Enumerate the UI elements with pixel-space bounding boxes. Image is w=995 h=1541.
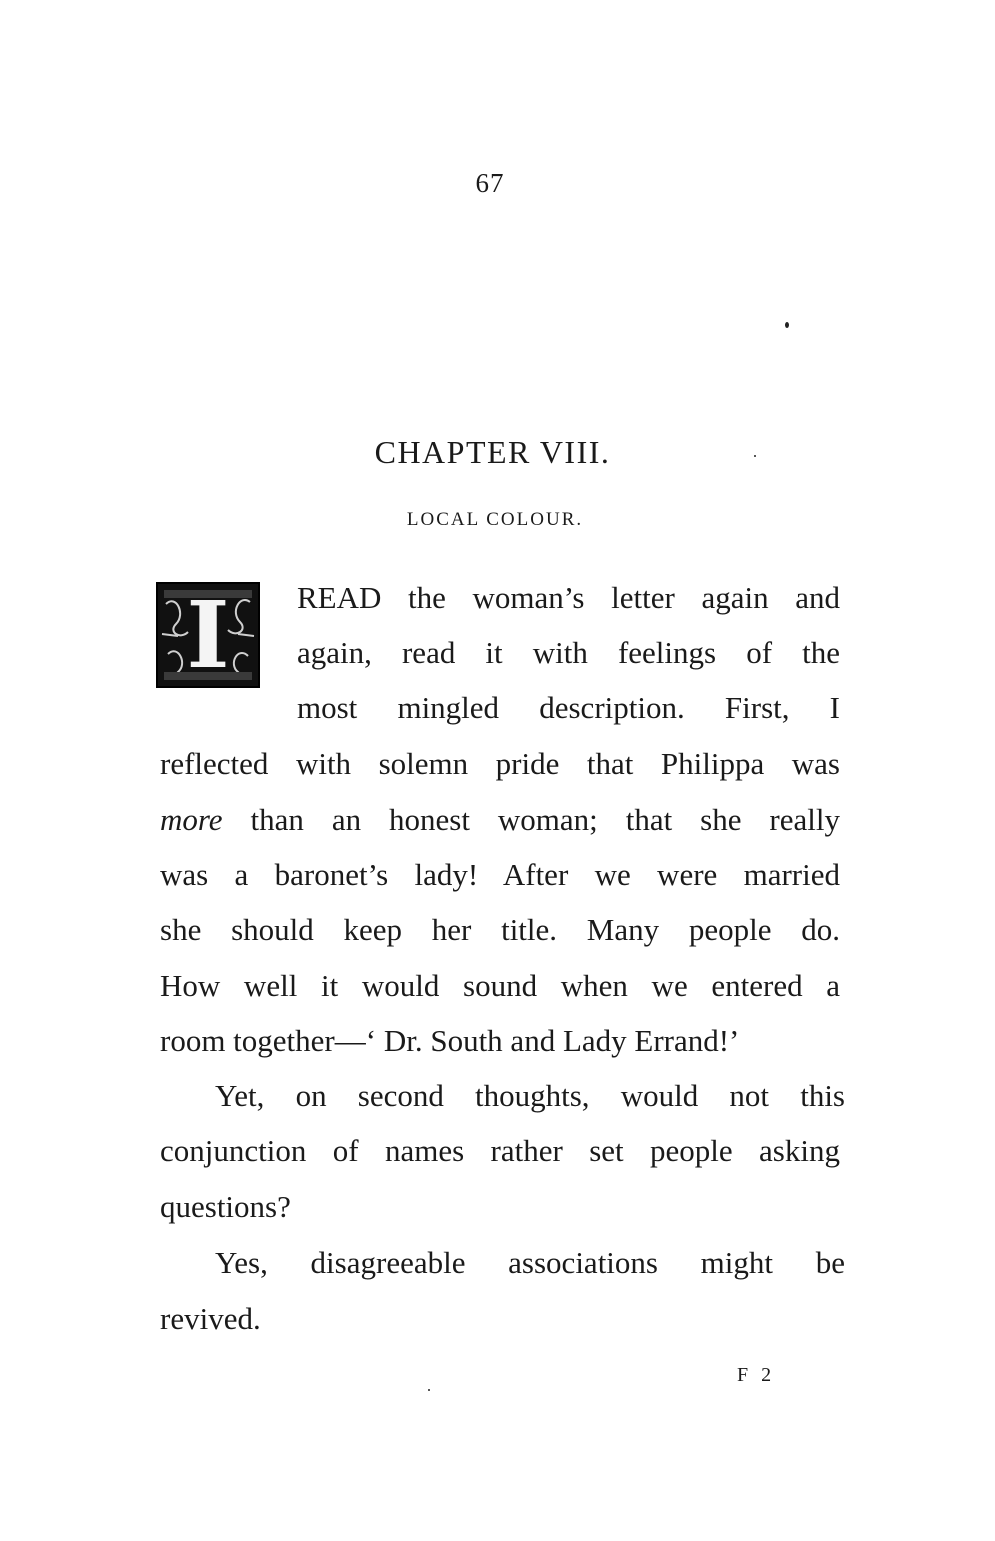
text-line: questions? (160, 1189, 291, 1224)
drop-cap-letter: I (186, 582, 230, 688)
text-line-rest: than an honest woman; that she really (250, 802, 840, 837)
ornamental-initial-icon (156, 582, 260, 688)
text-line (160, 802, 840, 838)
chapter-title: CHAPTER VIII. (374, 434, 611, 470)
text-line: again, read it with feelings of the (297, 635, 840, 670)
text-line: conjunction of names rather set people asking (160, 1133, 840, 1168)
text-line: READ the woman’s letter again and (297, 580, 840, 615)
text-line: revived. (160, 1301, 261, 1336)
text-line: Yes, disagreeable associations might be (215, 1245, 845, 1280)
italic-word: more (160, 802, 223, 837)
text-line: room together—‘ Dr. South and Lady Errand!’ (160, 1023, 740, 1058)
text-line: How well it would sound when we entered a (160, 968, 840, 1003)
text-line: Yet, on second thoughts, would not this (215, 1078, 845, 1113)
print-speck (785, 322, 789, 328)
text-line: was a baronet’s lady! After we were married (160, 857, 840, 892)
page-number: 67 (475, 168, 505, 198)
chapter-subtitle: LOCAL COLOUR. (406, 509, 584, 530)
text-line: most mingled description. First, I (297, 690, 840, 725)
print-speck (428, 1389, 430, 1391)
text-line: reflected with solemn pride that Philippa was (160, 746, 840, 781)
signature-mark: F 2 (737, 1364, 776, 1386)
text-line: she should keep her title. Many people do. (160, 912, 840, 947)
